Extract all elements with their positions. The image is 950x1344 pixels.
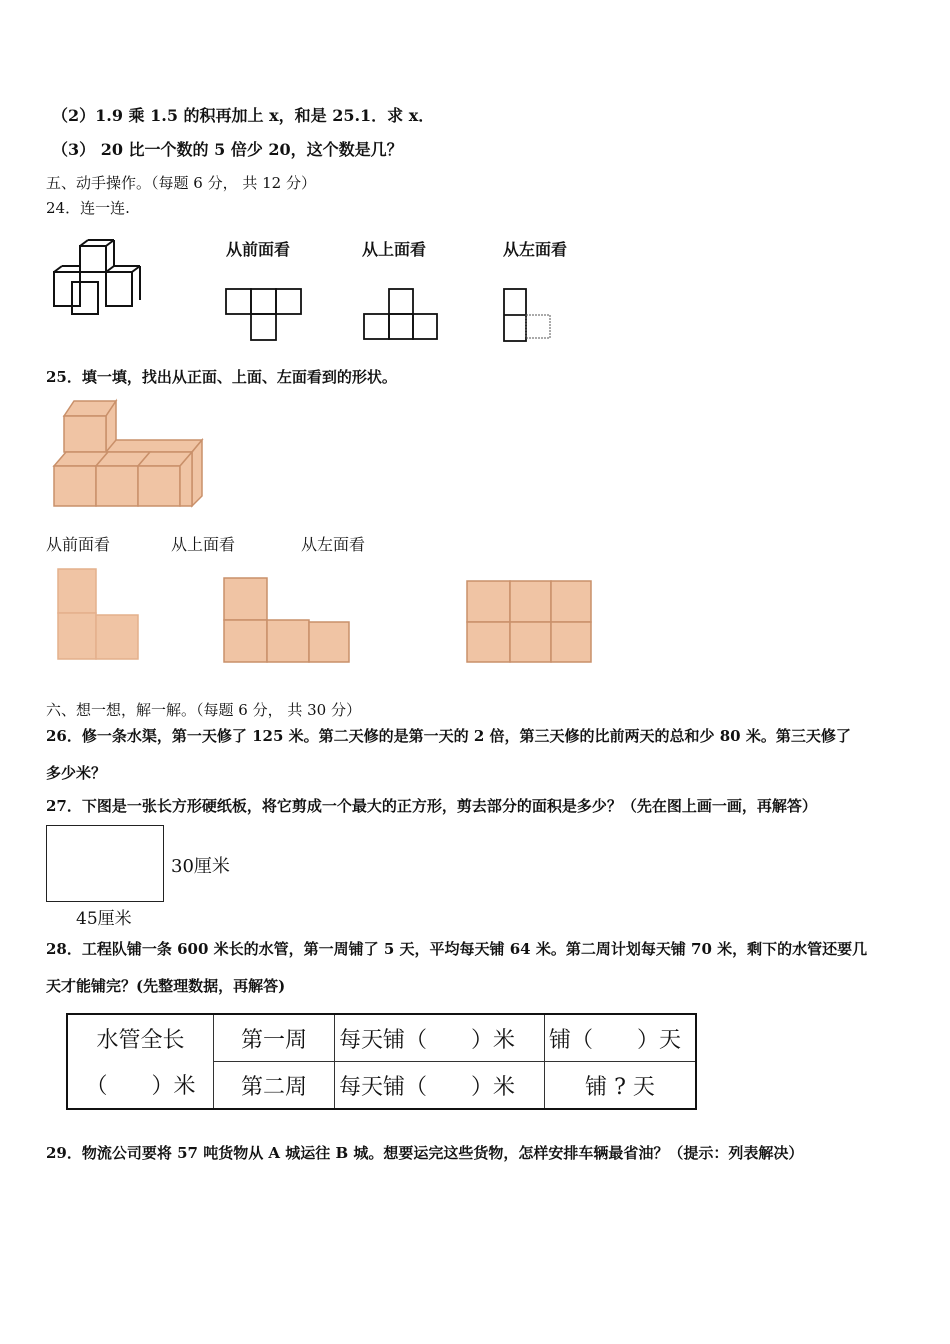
q25-label-front: 从前面看 xyxy=(46,535,111,554)
question-26-line1: 26．修一条水渠，第一天修了 125 米。第二天修的是第一天的 2 倍，第三天修的比前两天的总和少 80 米。第三天修了 xyxy=(46,727,851,745)
question-25: 25．填一填，找出从正面、上面、左面看到的形状。 xyxy=(46,368,397,386)
week2-daily-cell: 每天铺（ ）米 xyxy=(335,1062,545,1110)
q27-rectangle xyxy=(46,825,164,902)
q25-cube-figure xyxy=(52,396,207,511)
question-3: （3） 20 比一个数的 5 倍少 20，这个数是几？ xyxy=(52,140,403,159)
q25-view-top xyxy=(223,577,353,665)
question-28-line2: 天才能铺完？(先整理数据，再解答) xyxy=(46,977,286,995)
week1-days-cell: 铺（ ）天 xyxy=(545,1014,697,1062)
week1-label: 第一周 xyxy=(214,1014,335,1062)
section-6-heading: 六、想一想，解一解。（每题 6 分， 共 30 分） xyxy=(46,701,361,719)
q24-label-top: 从上面看 xyxy=(362,240,427,259)
q25-view-left xyxy=(466,580,596,665)
q24-view-t-shape xyxy=(225,288,305,343)
q27-height-label: 30厘米 xyxy=(171,856,230,877)
q25-view-front xyxy=(57,568,142,663)
q25-label-top: 从上面看 xyxy=(171,535,236,554)
pipe-length-label: 水管全长 xyxy=(67,1014,214,1062)
week2-label: 第二周 xyxy=(214,1062,335,1110)
question-29: 29．物流公司要将 57 吨货物从 A 城运往 B 城。想要运完这些货物，怎样安排车辆最省油？（提示：列表解决） xyxy=(46,1144,804,1162)
q28-data-table xyxy=(66,1013,697,1110)
q24-label-front: 从前面看 xyxy=(226,240,291,259)
q24-view-l-shape xyxy=(503,288,558,343)
q24-block-figure xyxy=(50,238,150,318)
week2-days-cell: 铺 ? 天 xyxy=(545,1062,697,1110)
q24-label-left: 从左面看 xyxy=(503,240,568,259)
q25-label-left: 从左面看 xyxy=(301,535,366,554)
question-2: （2）1.9 乘 1.5 的积再加上 x，和是 25.1．求 x． xyxy=(52,106,435,125)
q27-width-label: 45厘米 xyxy=(76,909,132,929)
section-5-heading: 五、动手操作。（每题 6 分， 共 12 分） xyxy=(46,174,316,192)
q24-view-inverted-t xyxy=(363,288,443,343)
question-27: 27．下图是一张长方形硬纸板，将它剪成一个最大的正方形，剪去部分的面积是多少？（先在图上画一画，再解答） xyxy=(46,797,817,815)
question-24: 24．连一连. xyxy=(46,199,130,217)
question-26-line2: 多少米？ xyxy=(46,764,107,782)
pipe-length-value: （ ）米 xyxy=(67,1062,214,1110)
week1-daily-cell: 每天铺（ ）米 xyxy=(335,1014,545,1062)
question-28-line1: 28．工程队铺一条 600 米长的水管，第一周铺了 5 天，平均每天铺 64 米。第二周计划每天铺 70 米，剩下的水管还要几 xyxy=(46,940,868,958)
